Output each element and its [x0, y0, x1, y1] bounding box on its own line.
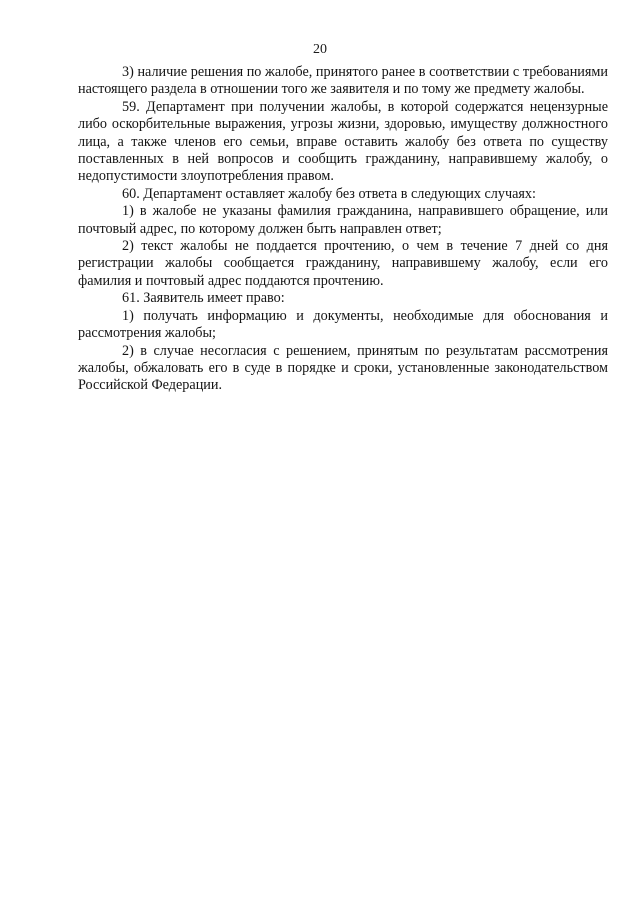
paragraph-61-item-2: 2) в случае несогласия с решением, принятым по результатам рассмотрения жалобы, обжаловать его в суде в порядке и сроки, установленные законодательством Российской Федерации.: [78, 342, 608, 394]
page-number: 20: [313, 42, 327, 57]
paragraph-60: 60. Департамент оставляет жалобу без ответа в следующих случаях:: [122, 185, 536, 202]
paragraph-59: 59. Департамент при получении жалобы, в которой содержатся нецензурные либо оскорбительные выражения, угрозы жизни, здоровью, имуществу должностного лица, а также членов его семьи, вправе оставить жалобу без ответа по существу поставленных в ней вопросов и сообщить гражданину, направившему жалобу, о недопустимости злоупотребления правом.: [78, 98, 608, 185]
paragraph-60-item-1: 1) в жалобе не указаны фамилия гражданина, направившего обращение, или почтовый адрес, по которому должен быть направлен ответ;: [78, 203, 608, 237]
paragraph-61: 61. Заявитель имеет право:: [122, 290, 285, 307]
document-body: [78, 64, 608, 395]
paragraph-61-item-1: 1) получать информацию и документы, необходимые для обоснования и рассмотрения жалобы;: [78, 307, 608, 342]
paragraph-58-item-3: 3) наличие решения по жалобе, принятого ранее в соответствии с требованиями настоящего раздела в отношении того же заявителя и по тому же предмету жалобы.: [78, 64, 608, 98]
paragraph-60-item-2: 2) текст жалобы не поддается прочтению, о чем в течение 7 дней со дня регистрации жалобы сообщается гражданину, направившему жалобу, если его фамилия и почтовый адрес поддаются прочтению.: [78, 238, 608, 289]
